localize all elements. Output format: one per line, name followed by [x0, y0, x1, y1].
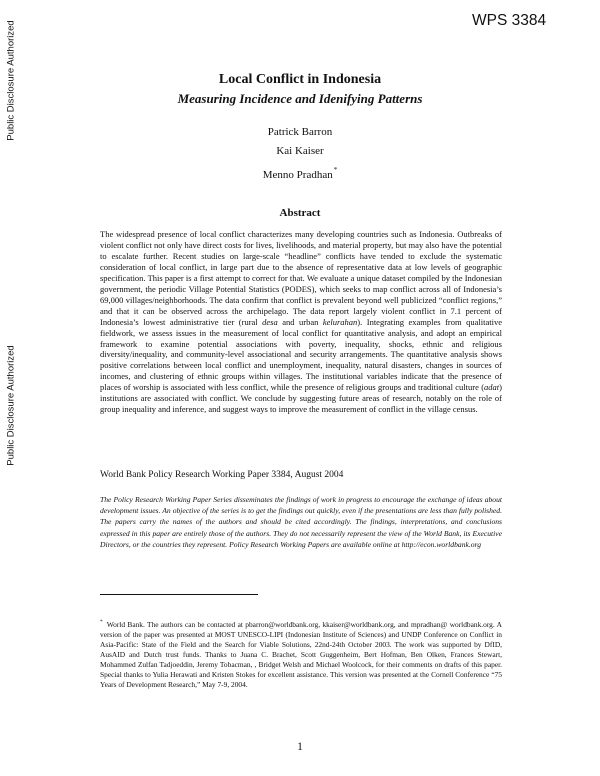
- report-number: WPS 3384: [472, 12, 547, 29]
- paper-title: Local Conflict in Indonesia: [218, 72, 382, 87]
- disclosure-label-bottom: Public Disclosure Authorized: [5, 345, 17, 466]
- abstract-part: and urban: [282, 316, 319, 327]
- abstract-heading: Abstract: [279, 207, 321, 219]
- abstract-term: desa: [262, 316, 278, 327]
- disclosure-label-top: Public Disclosure Authorized: [5, 20, 17, 141]
- abstract-text: [100, 229, 502, 415]
- series-disclaimer: The Policy Research Working Paper Series disseminates the findings of work in progress to encourage the exchange of ideas about development issues. An objective of the series is to get the findings out quickly, even if the presentations are less than fully polished. The papers carry the names of the authors and should be cited accordingly. The findings, interpretations, and conclusions expressed in this paper are entirely those of the authors. They do not necessarily represent the view of the World Bank, its Executive Directors, or the countries they represent. Policy Research Working Papers are available online at http://econ.worldbank.org: [100, 495, 502, 549]
- abstract-term: kelurahan: [322, 316, 358, 327]
- footnote-divider: [100, 594, 258, 595]
- footnote-marker: *: [100, 619, 103, 625]
- abstract-part: The widespread presence of local conflict characterizes many developing countries such as Indonesia. Outbreaks of violent conflict not only have direct costs for lives, livelihoods, and material property, but may also have the potential to escalate further. Recent studies on large-scale “headline” conflicts have tended to exclude the systematic consideration of local conflict, in large part due to the absence of representative data at low levels of geographic specification. This paper is a first attempt to correct for that. We evaluate a unique dataset compiled by the Indonesian government, the periodic Village Potential Statistics (PODES), which seeks to map conflict across all of Indonesia’s 69,000 villages/neighborhoods. The data confirm that conflict is prevalent beyond well publicized “conflict regions,” and that it can be observed across the archipelago. The data report largely violent conflict in 7.1 percent of Indonesia’s lowest administrative tier (rural: [100, 229, 502, 327]
- author-name-text: Menno Pradhan: [262, 169, 333, 181]
- author-name: Patrick Barron: [267, 126, 333, 138]
- abstract-part: ). Integrating examples from qualitative fieldwork, we assess issues in the measurement of local conflict for quantitative analysis, and adopt an empirical framework to examine potential associations with poverty, inequality, shocks, ethnic and religious diversity/inequality, and community-level associational and security arrangements. The quantitative analysis shows positive correlations between local conflict and unemployment, inequality, natural disasters, changes in sources of incomes, and clustering of ethnic groups within villages. The institutional variables indicate that the presence of places of worship is associated with less conflict, while the presence of religious groups and traditional culture (: [100, 316, 502, 393]
- footnote: [100, 617, 502, 690]
- author-list: [0, 123, 600, 180]
- abstract-part: ) institutions are associated with conflict. We conclude by suggesting future areas of research, notably on the role of group inequality and inference, and suggest ways to improve the measurement of conflict in the village census.: [100, 382, 502, 415]
- paper-subtitle: Measuring Incidence and Idenifying Patterns: [177, 91, 423, 106]
- footnote-text: World Bank. The authors can be contacted at pbarron@worldbank.org, kkaiser@worldbank.org, and mpradhan@ worldbank.org. A version of the paper was presented at MOST UNESCO-LIPI (Indonesian Institute of Sciences) and UNDP Conference on Conflict in Asia-Pacific: State of the Field and the Search for Viable Solutions, 22nd-24th October 2003. The work was supported by DfID, AusAID and Dutch trust funds. Thanks to Juana C. Brachet, Scott Guggenheim, Bert Hofman, Ben Olken, Frances Stewart, Mohammed Zulfan Tadjoeddin, Jeremy Tobacman, , Bridget Welsh and Michael Woolcock, for their comments on drafts of this paper. Special thanks to Yulia Herawati and Kristen Stokes for excellent assistance. This version was presented at the Cornell Conference “75 Years of Development Research,” May 7-9, 2004.: [100, 620, 502, 689]
- page-number: 1: [297, 741, 303, 753]
- author-name: Kai Kaiser: [276, 145, 324, 157]
- author-name: [0, 161, 600, 180]
- abstract-term: adat: [484, 382, 500, 393]
- working-paper-line: World Bank Policy Research Working Paper 3384, August 2004: [100, 470, 344, 480]
- footnote-marker: *: [333, 166, 338, 174]
